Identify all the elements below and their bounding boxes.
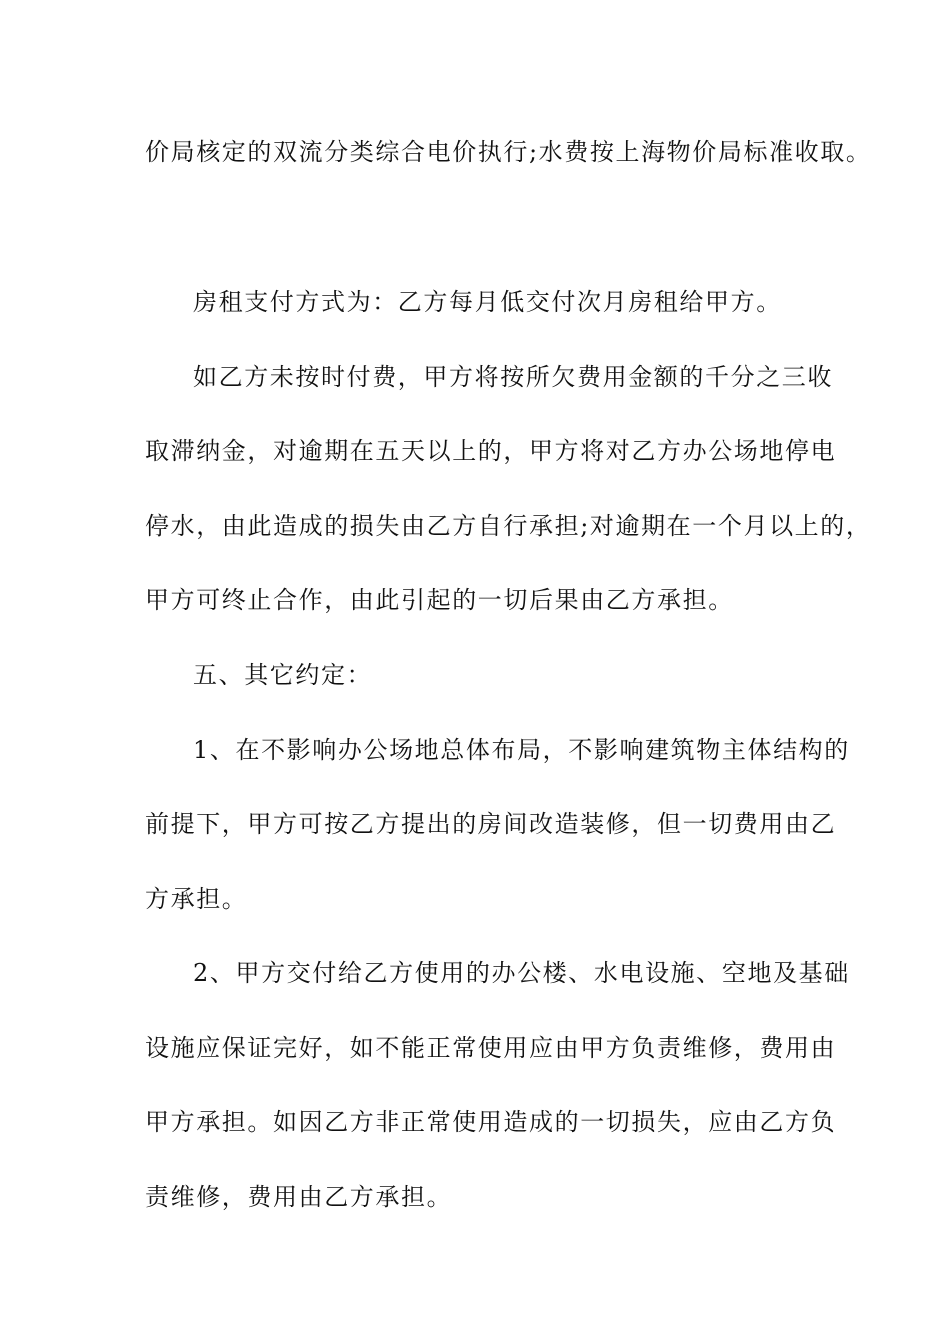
text-line: 取滞纳金，对逾期在五天以上的，甲方将对乙方办公场地停电 [145,437,837,465]
text-line: 设施应保证完好，如不能正常使用应由甲方负责维修，费用由 [145,1034,837,1062]
text-line: 1、在不影响办公场地总体布局，不影响建筑物主体结构的 [193,736,850,764]
text-line: 甲方承担。如因乙方非正常使用造成的一切损失，应由乙方负 [145,1108,837,1136]
text-line: 方承担。 [145,885,248,913]
text-line: 价局核定的双流分类综合电价执行;水费按上海物价局标准收取。 [145,138,872,166]
text-line: 责维修，费用由乙方承担。 [145,1183,453,1211]
text-line: 房租支付方式为：乙方每月低交付次月房租给甲方。 [193,288,782,316]
text-line: 甲方可终止合作，由此引起的一切后果由乙方承担。 [145,586,734,614]
text-line: 如乙方未按时付费，甲方将按所欠费用金额的千分之三收 [193,363,833,391]
section-heading: 五、其它约定： [193,661,373,689]
text-line: 前提下，甲方可按乙方提出的房间改造装修，但一切费用由乙 [145,810,837,838]
text-line: 2、甲方交付给乙方使用的办公楼、水电设施、空地及基础 [193,959,850,987]
text-line: 停水，由此造成的损失由乙方自行承担;对逾期在一个月以上的， [145,512,872,540]
